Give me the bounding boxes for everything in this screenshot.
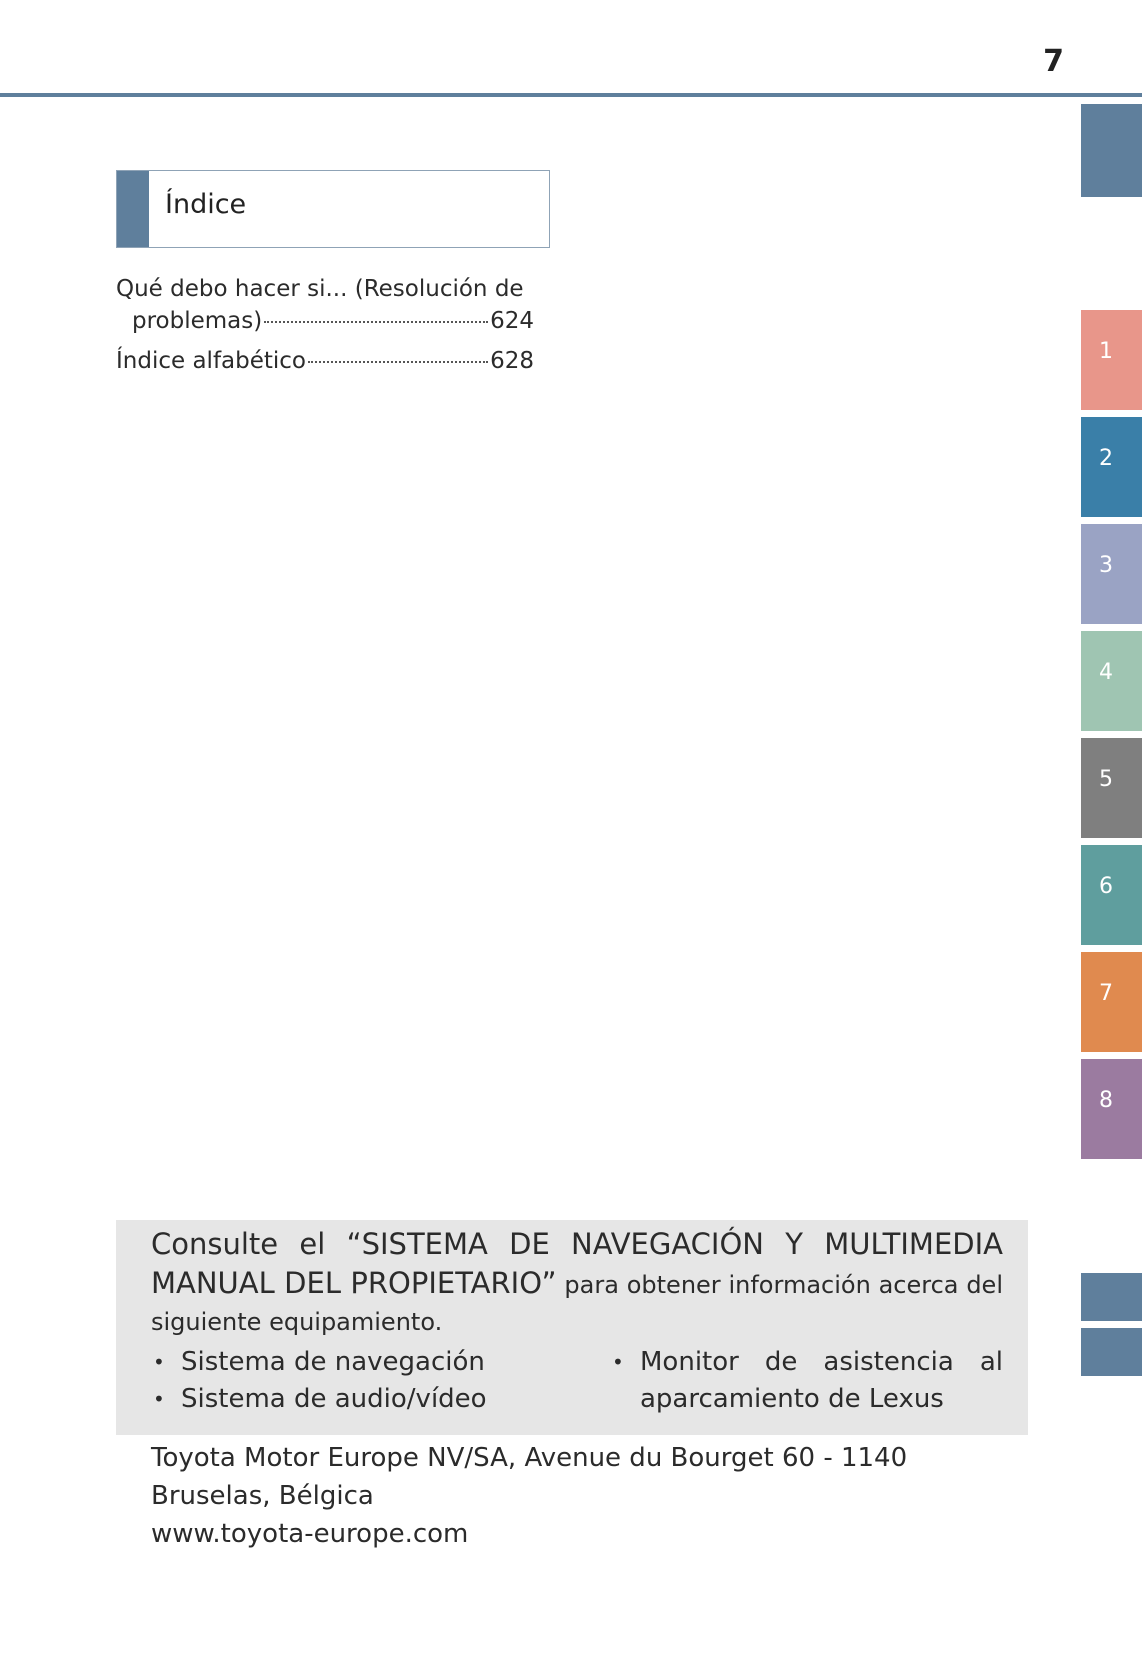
footer bbox=[151, 1439, 1009, 1553]
index-heading-title: Índice bbox=[165, 189, 247, 220]
side-tab-8[interactable]: 8 bbox=[1081, 1059, 1142, 1159]
toc-entry-label-line2: problemas) bbox=[132, 308, 263, 334]
side-tab-3[interactable]: 3 bbox=[1081, 524, 1142, 624]
side-tab-bottom-1[interactable] bbox=[1081, 1273, 1142, 1321]
note-text-continuation: para obtener información acerca del siguiente equipamiento. bbox=[151, 1271, 1003, 1336]
note-bullets-right bbox=[610, 1344, 1003, 1418]
footer-address: Toyota Motor Europe NV/SA, Avenue du Bourget 60 - 1140 Bruselas, Bélgica bbox=[151, 1443, 908, 1511]
bullet-item-parking-monitor: • Monitor de asistencia al aparcamiento de Lexus bbox=[610, 1344, 1003, 1418]
footer-website-link[interactable]: www.toyota-europe.com bbox=[151, 1519, 469, 1549]
toc-list bbox=[116, 276, 534, 380]
note-box bbox=[116, 1220, 1028, 1435]
side-tab-bottom-2[interactable] bbox=[1081, 1328, 1142, 1376]
side-tab-6[interactable]: 6 bbox=[1081, 845, 1142, 945]
page-number: 7 bbox=[1043, 44, 1064, 79]
toc-entry-page: 628 bbox=[490, 348, 534, 374]
side-tab-2[interactable]: 2 bbox=[1081, 417, 1142, 517]
toc-leader-dots bbox=[264, 321, 488, 323]
note-manual-reference: Consulte el “SISTEMA DE NAVEGACIÓN Y MULTIMEDIA MANUAL DEL PROPIETARIO” bbox=[151, 1227, 1003, 1300]
note-bullets-left bbox=[151, 1344, 571, 1418]
bullet-item-navigation: • Sistema de navegación bbox=[151, 1344, 571, 1381]
toc-entry-label-line1: Qué debo hacer si... (Resolución de bbox=[116, 276, 524, 302]
toc-entry-alphabetical-index[interactable] bbox=[116, 348, 534, 380]
toc-entry-page: 624 bbox=[490, 308, 534, 334]
top-rule bbox=[0, 93, 1142, 97]
bullet-item-audio-video: • Sistema de audio/vídeo bbox=[151, 1381, 571, 1418]
note-text bbox=[151, 1226, 1003, 1341]
toc-entry-troubleshooting[interactable] bbox=[116, 276, 534, 340]
side-tab-4[interactable]: 4 bbox=[1081, 631, 1142, 731]
side-tab-top[interactable] bbox=[1081, 104, 1142, 197]
side-tab-5[interactable]: 5 bbox=[1081, 738, 1142, 838]
toc-leader-dots bbox=[308, 361, 488, 363]
heading-accent-bar bbox=[117, 171, 149, 247]
side-tab-1[interactable]: 1 bbox=[1081, 310, 1142, 410]
index-heading-box bbox=[116, 170, 550, 248]
side-tab-7[interactable]: 7 bbox=[1081, 952, 1142, 1052]
toc-entry-label: Índice alfabético bbox=[116, 348, 307, 374]
